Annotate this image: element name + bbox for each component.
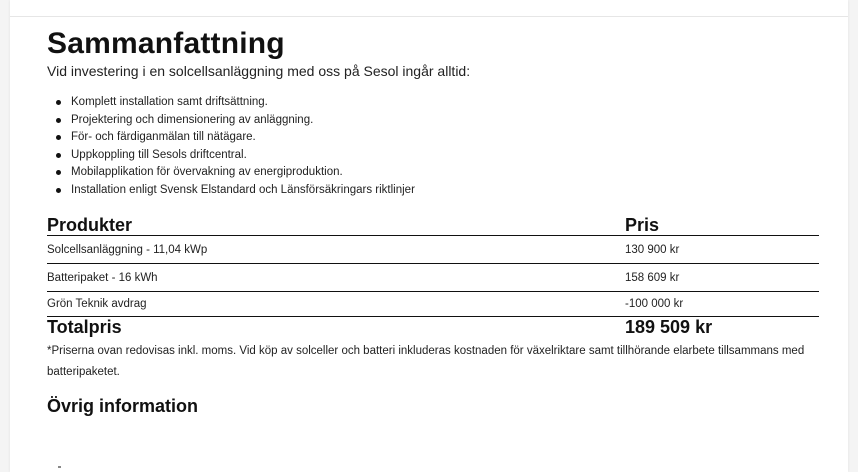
- header-price: Pris: [625, 215, 660, 235]
- list-item: Projektering och dimensionering av anläggning.: [71, 112, 827, 130]
- product-name: Solcellsanläggning - 11,04 kWp: [47, 243, 208, 256]
- list-item: Installation enligt Svensk Elstandard och Länsförsäkringars riktlinjer: [71, 182, 827, 200]
- product-name: Grön Teknik avdrag: [47, 298, 147, 310]
- summary-section: [47, 26, 827, 417]
- table-row: [47, 292, 819, 317]
- included-list: [47, 94, 827, 199]
- list-item: Mobilapplikation för övervakning av energiproduktion.: [71, 164, 827, 182]
- document-page: [10, 0, 848, 472]
- product-price: -100 000 kr: [625, 298, 684, 310]
- table-row: [47, 236, 819, 264]
- total-label: Totalpris: [47, 317, 122, 337]
- list-item: Komplett installation samt driftsättning.: [71, 94, 827, 112]
- top-divider: [10, 16, 848, 17]
- table-header: [47, 213, 819, 236]
- product-price: 130 900 kr: [625, 243, 680, 256]
- header-product: Produkter: [47, 215, 133, 235]
- total-row: [47, 317, 819, 337]
- product-price: 158 609 kr: [625, 271, 680, 284]
- truncated-bullet: [58, 466, 61, 468]
- price-note: *Priserna ovan redovisas inkl. moms. Vid köp av solceller och batteri inkluderas kostnaden för växelriktare samt tillhörande elarbete tillsammans med batteripaketet.: [47, 345, 805, 378]
- table-row: [47, 264, 819, 292]
- price-table: [47, 213, 819, 337]
- list-item: För- och färdiganmälan till nätägare.: [71, 129, 827, 147]
- list-item: Uppkoppling till Sesols driftcentral.: [71, 147, 827, 165]
- summary-subtitle: Vid investering i en solcellsanläggning med oss på Sesol ingår alltid:: [47, 63, 471, 79]
- other-info-title: Övrig information: [47, 396, 199, 416]
- summary-title: Sammanfattning: [47, 27, 285, 60]
- total-value: 189 509 kr: [625, 317, 713, 337]
- product-name: Batteripaket - 16 kWh: [47, 271, 158, 284]
